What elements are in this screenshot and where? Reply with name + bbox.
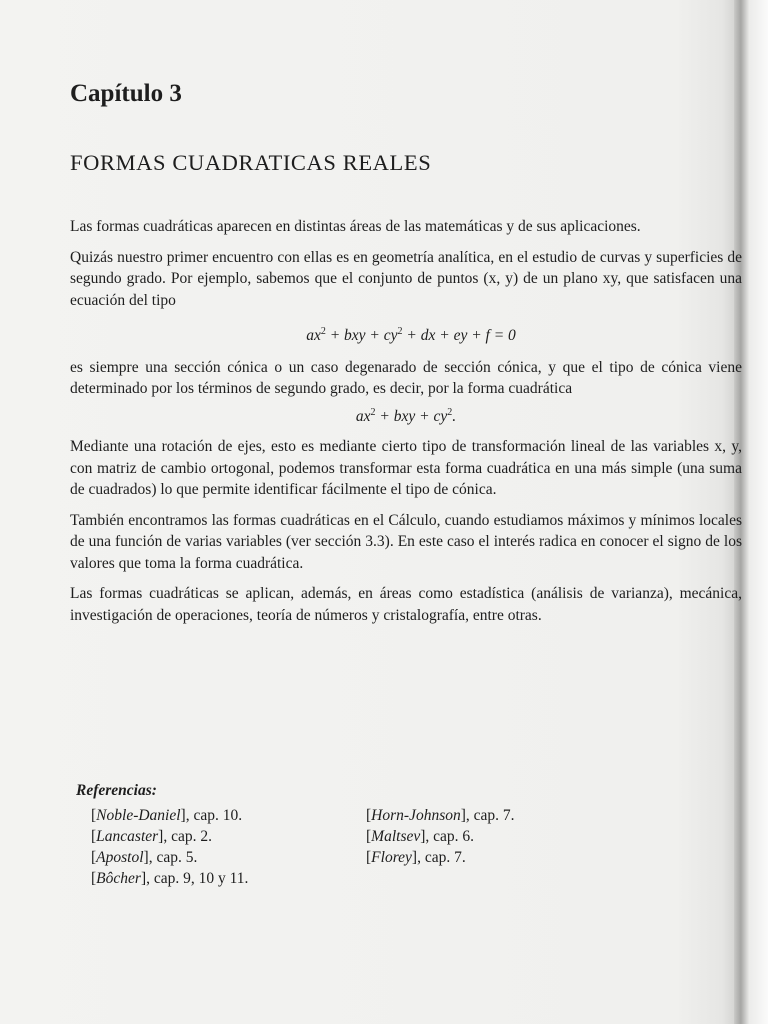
reference-item: [Bôcher], cap. 9, 10 y 11. xyxy=(91,870,249,887)
reference-item: [Apostol], cap. 5. xyxy=(91,849,198,866)
paragraph: es siempre una sección cónica o un caso degenarado de sección cónica, y que el tipo de cónica viene determinado por los términos de segundo grado, es decir, por la forma cuadrática xyxy=(70,358,742,397)
reference-item: [Lancaster], cap. 2. xyxy=(91,828,212,845)
reference-item: [Maltsev], cap. 6. xyxy=(366,828,475,845)
paragraph: Mediante una rotación de ejes, esto es mediante cierto tipo de transformación lineal de las variables x, y, con matriz de cambio ortogonal, podemos transformar esta forma cuadrática en una más simple (una suma de cuadrados) lo que permite identificar fácilmente el tipo de cónica. xyxy=(70,438,742,498)
chapter-title: FORMAS CUADRATICAS REALES xyxy=(70,150,432,175)
references-right-column xyxy=(366,805,515,889)
paragraph: Las formas cuadráticas se aplican, además, en áreas como estadística (análisis de varianza), mecánica, investigación de operaciones, teoría de números y cristalografía, entre otras. xyxy=(70,585,742,624)
equation-quadratic-form: $ax^2$ + bxy + $cy^2$. xyxy=(355,406,457,425)
reference-item: [Florey], cap. 7. xyxy=(366,849,466,866)
reference-item: [Noble-Daniel], cap. 10. xyxy=(91,807,243,824)
paragraph: Quizás nuestro primer encuentro con ellas es en geometría analítica, en el estudio de curvas y superficies de segundo grado. Por ejemplo, sabemos que el conjunto de puntos (x, y) de un plano xy, que satisfacen una ecuación del tipo xyxy=(70,248,742,309)
references-section xyxy=(76,780,515,889)
paragraph: También encontramos las formas cuadráticas en el Cálculo, cuando estudiamos máximos y mínimos locales de una función de varias variables (ver sección 3.3). En este caso el interés radica en conocer el signo de los valores que toma la forma cuadrática. xyxy=(70,511,742,572)
body-text xyxy=(70,216,742,635)
equation-conic: $ax^2$ + bxy + $cy^2$ + dx + ey + f = 0 xyxy=(306,326,516,344)
chapter-heading: Capítulo 3 xyxy=(70,80,182,107)
paragraph: Las formas cuadráticas aparecen en distintas áreas de las matemáticas y de sus aplicaciones. xyxy=(70,218,641,235)
reference-item: [Horn-Johnson], cap. 7. xyxy=(366,807,515,824)
references-left-column xyxy=(91,805,366,889)
references-heading: Referencias: xyxy=(76,782,157,799)
